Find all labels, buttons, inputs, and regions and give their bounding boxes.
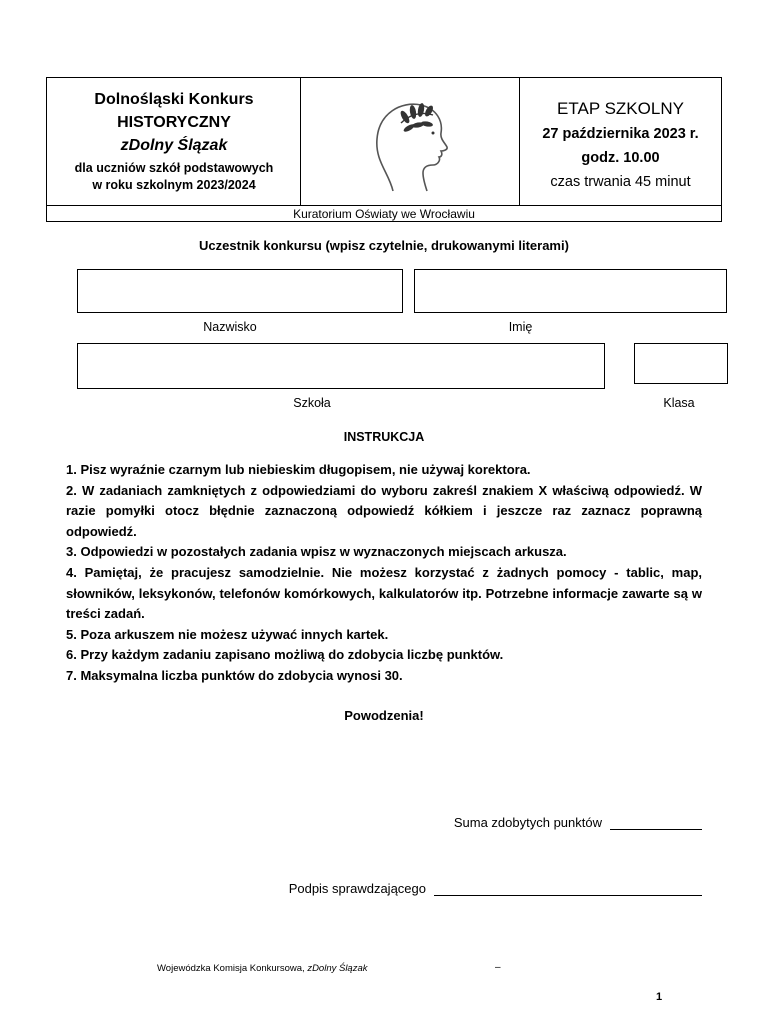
school-field[interactable] bbox=[77, 343, 605, 389]
contest-name: zDolny Ślązak bbox=[120, 137, 228, 154]
exam-time: godz. 10.00 bbox=[581, 150, 660, 166]
footer-dash: – bbox=[495, 962, 501, 973]
signature-row bbox=[289, 880, 702, 896]
surname-field[interactable] bbox=[77, 269, 403, 313]
contest-title-line1: Dolnośląski Konkurs bbox=[94, 91, 254, 108]
logo-cell bbox=[301, 78, 520, 205]
contest-subtitle-line1: dla uczniów szkół podstawowych bbox=[74, 161, 274, 175]
footer-contest-name: zDolny Ślązak bbox=[307, 963, 368, 974]
instruction-item: 4. Pamiętaj, że pracujesz samodzielnie. Nie możesz korzystać z żadnych pomocy - tablic, map, słowników, leksykonów, telefonów komórkowych, kalkulatorów itp. Potrzebne informacje zawarte są w treści zadań. bbox=[66, 564, 702, 622]
name-field[interactable] bbox=[414, 269, 727, 313]
closing-text: Powodzenia! bbox=[344, 708, 424, 723]
stage-title: ETAP SZKOLNY bbox=[557, 99, 684, 118]
school-label: Szkoła bbox=[293, 396, 331, 410]
contest-title-cell bbox=[47, 78, 301, 205]
class-label: Klasa bbox=[663, 396, 695, 410]
footer-commission bbox=[157, 963, 368, 974]
instruction-item: 3. Odpowiedzi w pozostałych zadania wpisz w wyznaczonych miejscach arkusza. bbox=[66, 544, 567, 560]
page-number: 1 bbox=[656, 991, 663, 1003]
instructions-list bbox=[66, 460, 702, 687]
organizer: Kuratorium Oświaty we Wrocławiu bbox=[47, 205, 721, 222]
exam-date: 27 października 2023 r. bbox=[542, 126, 699, 142]
footer-commission-prefix: Wojewódzka Komisja Konkursowa, bbox=[157, 963, 305, 974]
laurel-head-icon bbox=[371, 93, 451, 193]
contest-subtitle-line2: w roku szkolnym 2023/2024 bbox=[92, 178, 256, 192]
signature-field[interactable] bbox=[434, 880, 702, 896]
stage-info-cell bbox=[520, 78, 721, 205]
header-table bbox=[46, 77, 722, 222]
exam-duration: czas trwania 45 minut bbox=[550, 174, 691, 190]
surname-label: Nazwisko bbox=[203, 320, 257, 334]
instruction-item: 2. W zadaniach zamkniętych z odpowiedziami do wyboru zakreśl znakiem X właściwą odpowiedź. W razie pomyłki otocz błędnie zaznaczoną odpowiedź kółkiem i jeszcze raz zaznacz poprawną odpowiedź. bbox=[66, 482, 702, 539]
score-sum-field[interactable] bbox=[610, 814, 702, 830]
instruction-item: 5. Poza arkuszem nie możesz używać innych kartek. bbox=[66, 626, 389, 642]
instructions-title: INSTRUKCJA bbox=[343, 430, 425, 444]
instruction-item: 7. Maksymalna liczba punktów do zdobycia wynosi 30. bbox=[66, 667, 403, 683]
instruction-item: 6. Przy każdym zadaniu zapisano możliwą do zdobycia liczbę punktów. bbox=[66, 647, 504, 663]
name-label: Imię bbox=[508, 320, 533, 334]
instruction-item: 1. Pisz wyraźnie czarnym lub niebieskim długopisem, nie używaj korektora. bbox=[66, 462, 531, 477]
score-sum-row bbox=[454, 814, 702, 830]
contest-title-line2: HISTORYCZNY bbox=[117, 114, 231, 131]
score-sum-label: Suma zdobytych punktów bbox=[453, 815, 602, 830]
class-field[interactable] bbox=[634, 343, 728, 384]
participant-title: Uczestnik konkursu (wpisz czytelnie, drukowanymi literami) bbox=[199, 238, 569, 253]
signature-label: Podpis sprawdzającego bbox=[288, 881, 426, 896]
